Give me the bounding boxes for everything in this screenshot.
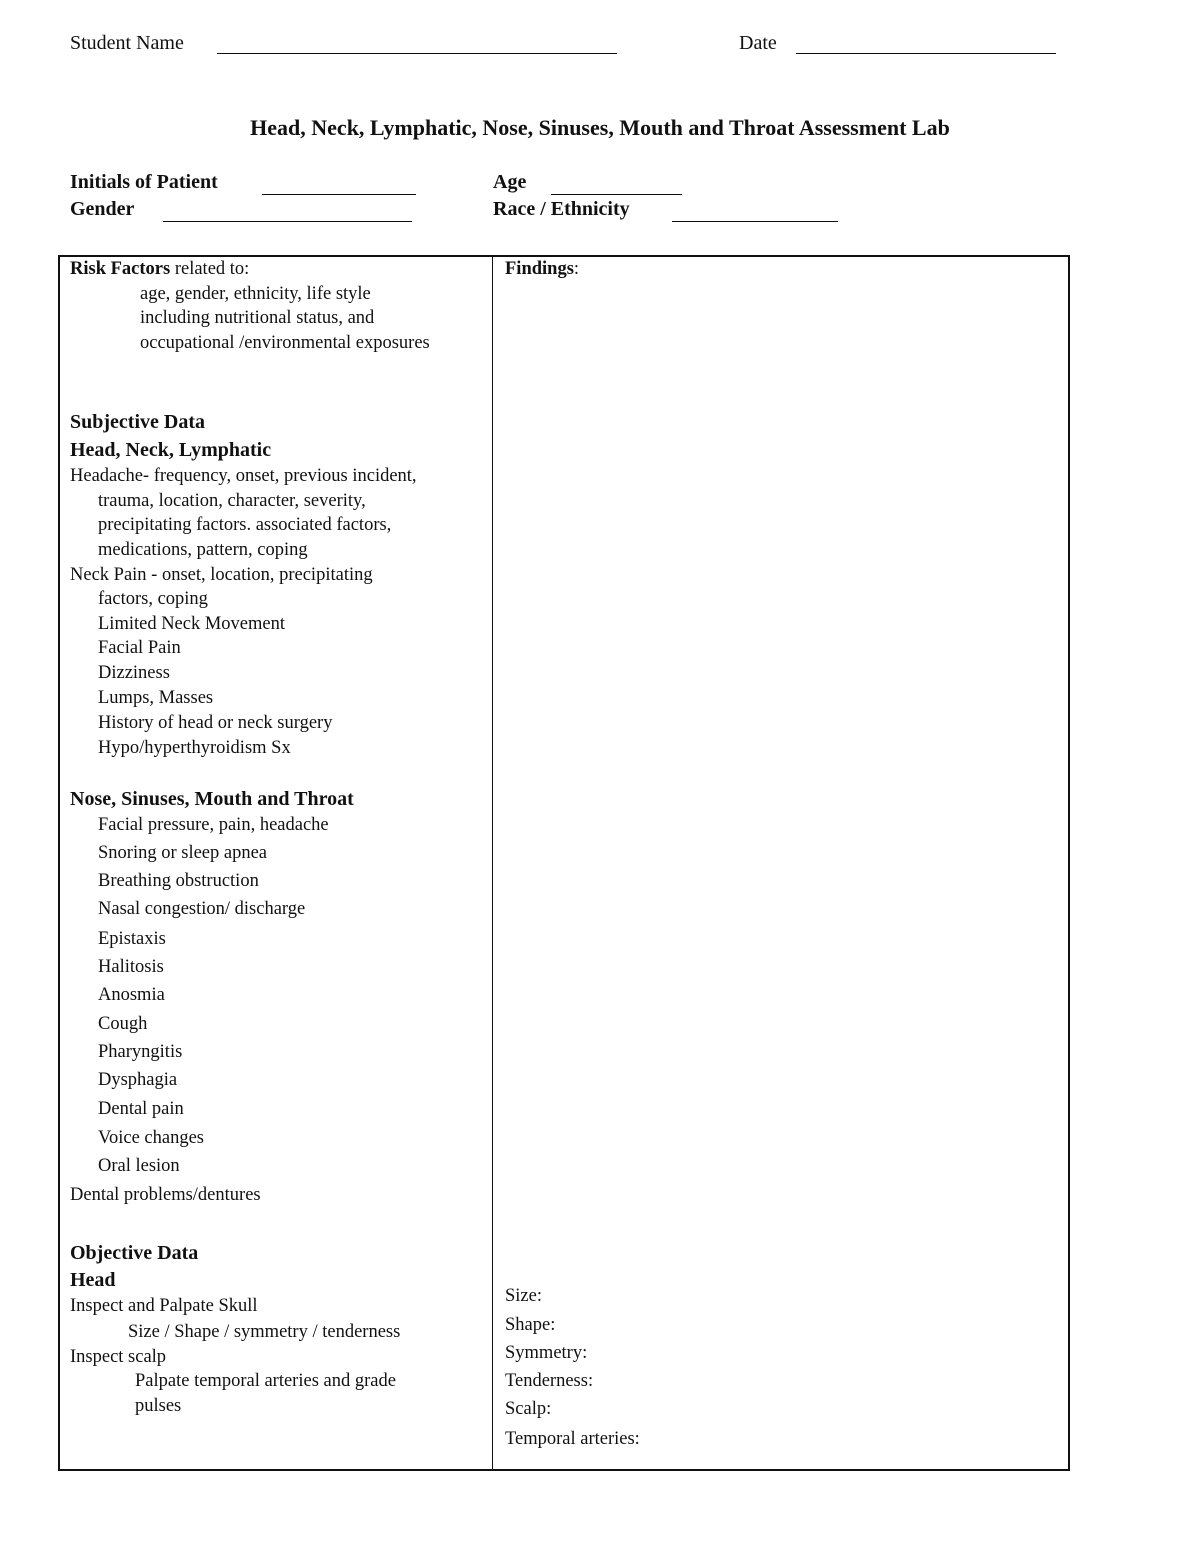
- finding-size[interactable]: Size:: [505, 1286, 542, 1306]
- nsmt-item: Snoring or sleep apnea: [98, 843, 268, 863]
- hnl-item: Hypo/hyperthyroidism Sx: [98, 738, 291, 758]
- gender-field[interactable]: [163, 221, 412, 222]
- skull-detail-line: Size / Shape / symmetry / tenderness: [128, 1322, 401, 1342]
- hnl-item: Dizziness: [98, 663, 170, 683]
- hnl-heading: Head, Neck, Lymphatic: [70, 439, 272, 461]
- hnl-item: History of head or neck surgery: [98, 713, 333, 733]
- finding-symmetry[interactable]: Symmetry:: [505, 1343, 588, 1363]
- initials-label: Initials of Patient: [70, 171, 218, 193]
- inspect-skull-line: Inspect and Palpate Skull: [70, 1296, 258, 1316]
- race-ethnicity-label: Race / Ethnicity: [493, 198, 630, 220]
- finding-temporal-arteries[interactable]: Temporal arteries:: [505, 1429, 640, 1449]
- nsmt-item: Nasal congestion/ discharge: [98, 899, 306, 919]
- findings-heading: [505, 259, 579, 280]
- risk-factors-bold: Risk Factors: [70, 259, 171, 279]
- neck-pain-line: factors, coping: [98, 589, 208, 609]
- risk-line: including nutritional status, and: [140, 308, 375, 328]
- headache-line: precipitating factors. associated factors,: [98, 515, 392, 535]
- race-ethnicity-field[interactable]: [672, 221, 838, 222]
- student-name-field[interactable]: [217, 53, 617, 54]
- dental-problems-line: Dental problems/dentures: [70, 1185, 261, 1205]
- nsmt-item: Epistaxis: [98, 929, 166, 949]
- finding-scalp[interactable]: Scalp:: [505, 1399, 552, 1419]
- risk-factors-rest: related to:: [170, 259, 250, 279]
- nsmt-item: Dental pain: [98, 1099, 184, 1119]
- student-name-label: Student Name: [70, 32, 184, 54]
- risk-line: occupational /environmental exposures: [140, 333, 430, 353]
- neck-pain-line: Neck Pain - onset, location, precipitating: [70, 565, 373, 585]
- column-divider: [492, 255, 493, 1471]
- nsmt-item: Oral lesion: [98, 1156, 180, 1176]
- age-label: Age: [493, 171, 527, 193]
- hnl-item: Facial Pain: [98, 638, 181, 658]
- nsmt-item: Anosmia: [98, 985, 165, 1005]
- headache-line: medications, pattern, coping: [98, 540, 308, 560]
- objective-data-heading: Objective Data: [70, 1242, 199, 1264]
- head-heading: Head: [70, 1269, 116, 1291]
- initials-field[interactable]: [262, 194, 416, 195]
- gender-label: Gender: [70, 198, 135, 220]
- findings-label: Findings: [505, 259, 574, 279]
- nsmt-item: Facial pressure, pain, headache: [98, 815, 329, 835]
- hnl-item: Limited Neck Movement: [98, 614, 286, 634]
- finding-shape[interactable]: Shape:: [505, 1315, 556, 1335]
- nsmt-item: Halitosis: [98, 957, 164, 977]
- hnl-item: Lumps, Masses: [98, 688, 214, 708]
- nsmt-item: Pharyngitis: [98, 1042, 183, 1062]
- subjective-data-heading: Subjective Data: [70, 411, 205, 433]
- page-title: Head, Neck, Lymphatic, Nose, Sinuses, Mouth and Throat Assessment Lab: [250, 115, 950, 140]
- finding-tenderness[interactable]: Tenderness:: [505, 1371, 594, 1391]
- age-field[interactable]: [551, 194, 682, 195]
- findings-colon: :: [573, 259, 580, 279]
- headache-line: Headache- frequency, onset, previous incident,: [70, 466, 417, 486]
- headache-line: trauma, location, character, severity,: [98, 491, 366, 511]
- nsmt-item: Cough: [98, 1014, 148, 1034]
- nsmt-heading: Nose, Sinuses, Mouth and Throat: [70, 788, 354, 810]
- date-field[interactable]: [796, 53, 1056, 54]
- nsmt-item: Dysphagia: [98, 1070, 178, 1090]
- risk-factors-heading: [70, 259, 249, 280]
- temporal-line: pulses: [135, 1396, 182, 1416]
- nsmt-item: Voice changes: [98, 1128, 204, 1148]
- date-label: Date: [739, 32, 777, 54]
- nsmt-item: Breathing obstruction: [98, 871, 259, 891]
- temporal-line: Palpate temporal arteries and grade: [135, 1371, 396, 1391]
- inspect-scalp-line: Inspect scalp: [70, 1347, 167, 1367]
- risk-line: age, gender, ethnicity, life style: [140, 284, 371, 304]
- findings-area[interactable]: [500, 290, 1060, 1270]
